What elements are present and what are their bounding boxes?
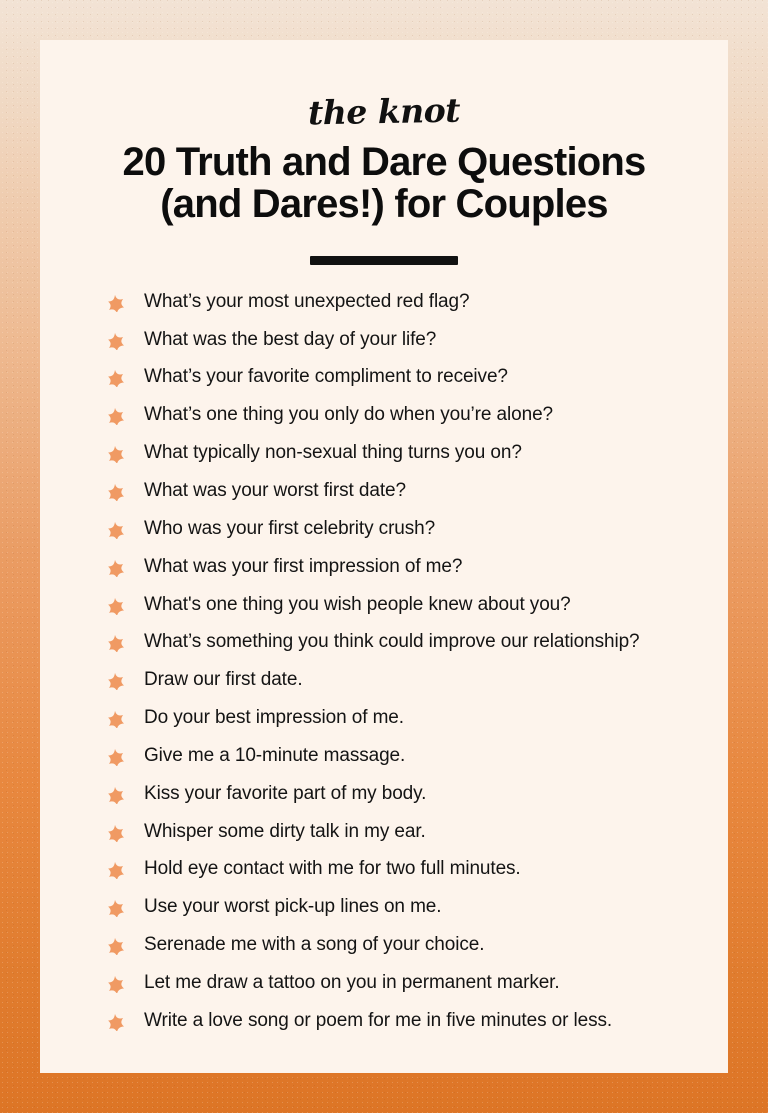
star-icon — [106, 710, 124, 728]
brand-logo: the knot — [307, 90, 461, 133]
list-item — [98, 518, 680, 540]
list-item-text: Give me a 10-minute massage. — [144, 744, 406, 766]
list-item-text: Let me draw a tattoo on you in permanent marker. — [144, 971, 560, 993]
page-title-line-2: (and Dares!) for Couples — [160, 182, 608, 227]
list-item — [98, 594, 680, 616]
list-item — [98, 442, 680, 464]
star-icon — [106, 634, 124, 652]
star-icon — [106, 786, 124, 804]
list-item — [98, 1010, 680, 1032]
list-item-text: Write a love song or poem for me in five minutes or less. — [144, 1009, 613, 1031]
list-item-text: What typically non-sexual thing turns you on? — [144, 442, 522, 464]
list-item-text: Use your worst pick-up lines on me. — [144, 896, 442, 918]
star-icon — [106, 483, 124, 501]
list-item — [98, 745, 680, 767]
content-card — [40, 40, 728, 1073]
list-item — [98, 707, 680, 729]
list-item-text: What’s your favorite compliment to receive? — [144, 366, 508, 388]
list-item-text: Draw our first date. — [144, 669, 303, 691]
title-divider — [310, 256, 458, 265]
star-icon — [106, 748, 124, 766]
list-item-text: What’s your most unexpected red flag? — [144, 290, 470, 312]
list-item-text: What was the best day of your life? — [144, 328, 437, 350]
list-item-text: What’s something you think could improve our relationship? — [144, 631, 640, 653]
list-item-text: Hold eye contact with me for two full minutes. — [144, 858, 521, 880]
list-item-text: What was your worst first date? — [144, 480, 406, 501]
list-item — [98, 556, 680, 578]
list-item — [98, 858, 680, 880]
list-item — [98, 783, 680, 805]
star-icon — [106, 559, 124, 577]
list-item — [98, 631, 680, 653]
star-icon — [106, 672, 124, 690]
list-item-text: Kiss your favorite part of my body. — [144, 782, 427, 804]
list-item-text: What's one thing you wish people knew about you? — [144, 593, 571, 615]
list-item-text: Whisper some dirty talk in my ear. — [144, 820, 426, 842]
list-item-text: Serenade me with a song of your choice. — [144, 934, 485, 956]
list-item — [98, 291, 680, 313]
star-icon — [106, 294, 124, 312]
star-icon — [106, 407, 124, 425]
list-item — [98, 480, 680, 502]
star-icon — [106, 445, 124, 463]
list-item — [98, 329, 680, 351]
list-item-text: Who was your first celebrity crush? — [144, 517, 436, 539]
list-item — [98, 366, 680, 388]
star-icon — [106, 332, 124, 350]
page-title-line-1: 20 Truth and Dare Questions — [122, 140, 646, 184]
star-icon — [106, 899, 124, 917]
list-item-text: What’s one thing you only do when you’re alone? — [144, 404, 554, 426]
list-item — [98, 821, 680, 843]
star-icon — [106, 597, 124, 615]
list-item — [98, 669, 680, 691]
list-item — [98, 972, 680, 994]
list-item — [98, 896, 680, 918]
star-icon — [106, 521, 124, 539]
list-item — [98, 404, 680, 426]
star-icon — [106, 369, 124, 387]
list-item — [98, 934, 680, 956]
list-item-text: Do your best impression of me. — [144, 707, 404, 729]
page-title — [88, 141, 680, 226]
list-item-text: What was your first impression of me? — [144, 555, 463, 577]
questions-list — [88, 291, 680, 1032]
star-icon — [106, 937, 124, 955]
star-icon — [106, 975, 124, 993]
star-icon — [106, 824, 124, 842]
star-icon — [106, 1013, 124, 1031]
star-icon — [106, 861, 124, 879]
